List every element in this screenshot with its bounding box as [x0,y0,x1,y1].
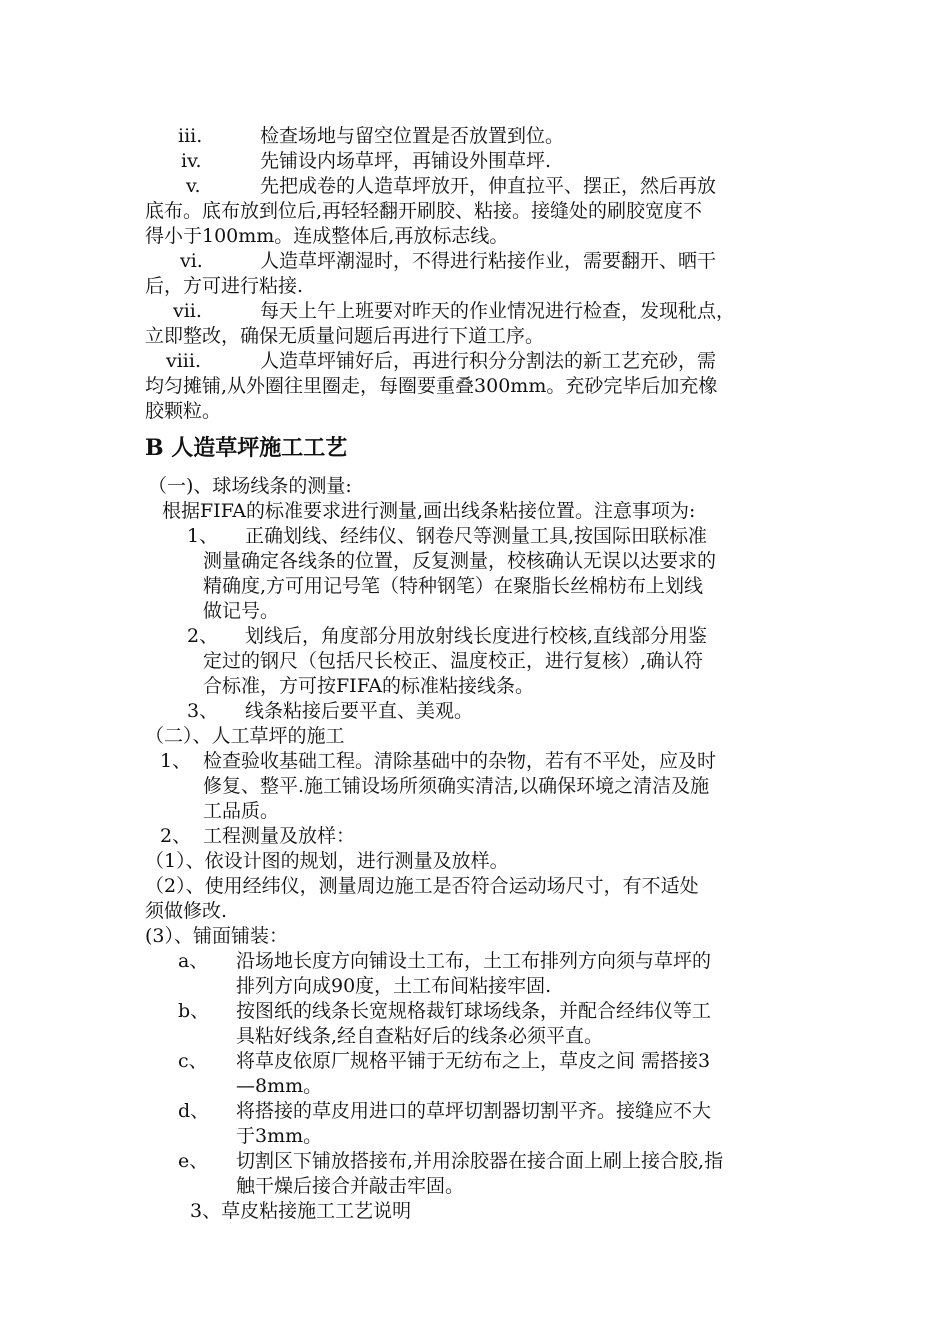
document-page: iii. 检查场地与留空位置是否放置到位。 iv. 先铺设内场草坪，再铺设外围草坪. v. 先把成卷的人造草坪放开，伸直拉平、摆正，然后再放 底布。底布放到位后,再轻轻翻开刷胶、粘接。接缝处的刷胶宽度不 得小于100mm。连成整体后,再放标志线。 vi. 人造草坪潮湿时，不得进行粘接作业，需要翻开、晒干 后，方可进行粘接. vii. 每天上午上班要对昨天的作业情况进行检查，发现秕点， 立即整改，确保无质量问题后再进行下道工序。 viii. 人造草坪铺好后，再进行积分分割法的新工艺充砂，需 均匀摊铺,从外圈往里圈走，每圈要重叠300mm。充砂完毕后加充橡 胶颗粒。 B 人造草坪施工工艺 （一)、球场线条的测量: 根据FIFA的标准要求进行测量,画出线条粘接位置。注意事项为: 1、 正确划线、经纬仪、钢卷尺等测量工具,按国际田联标准 测量确定各线条的位置，反复测量，校核确认无误以达要求的 精确度,方可用记号笔（特种钢笔）在聚脂长丝棉枋布上划线 做记号。 2、 划线后，角度部分用放射线长度进行校核,直线部分用鉴 定过的钢尺（包括尺长校正、温度校正，进行复核）,确认符 合标准，方可按FIFA的标准粘接线条。 3、 线条粘接后要平直、美观。 （二）、人工草坪的施工 1、 检查验收基础工程。清除基础中的杂物，若有不平处，应及时 修复、整平.施工铺设场所须确实清洁,以确保环境之清洁及施 工品质。 2、 工程测量及放样： （1）、依设计图的规划，进行测量及放样。 （2）、使用经纬仪，测量周边施工是否符合运动场尺寸，有不适处 须做修改. (3）、铺面铺装： a、 沿场地长度方向铺设土工布，土工布排列方向须与草坪的 排列方向成90度，土工布间粘接牢固. b、 按图纸的线条长宽规格裁钉球场线条，并配合经纬仪等工 具粘好线条,经自查粘好后的线条必须平直。 c、 将草皮依原厂规格平铺于无纺布之上，草皮之间 需搭接3 —8mm。 d、 将搭接的草皮用进口的草坪切割器切割平齐。接缝应不大 于3mm。 e、 切割区下铺放搭接布,并用涂胶器在接合面上刷上接合胶,指 触干燥后接合并敲击牢固。 3、草皮粘接施工工艺说明 [145,125,736,1222]
